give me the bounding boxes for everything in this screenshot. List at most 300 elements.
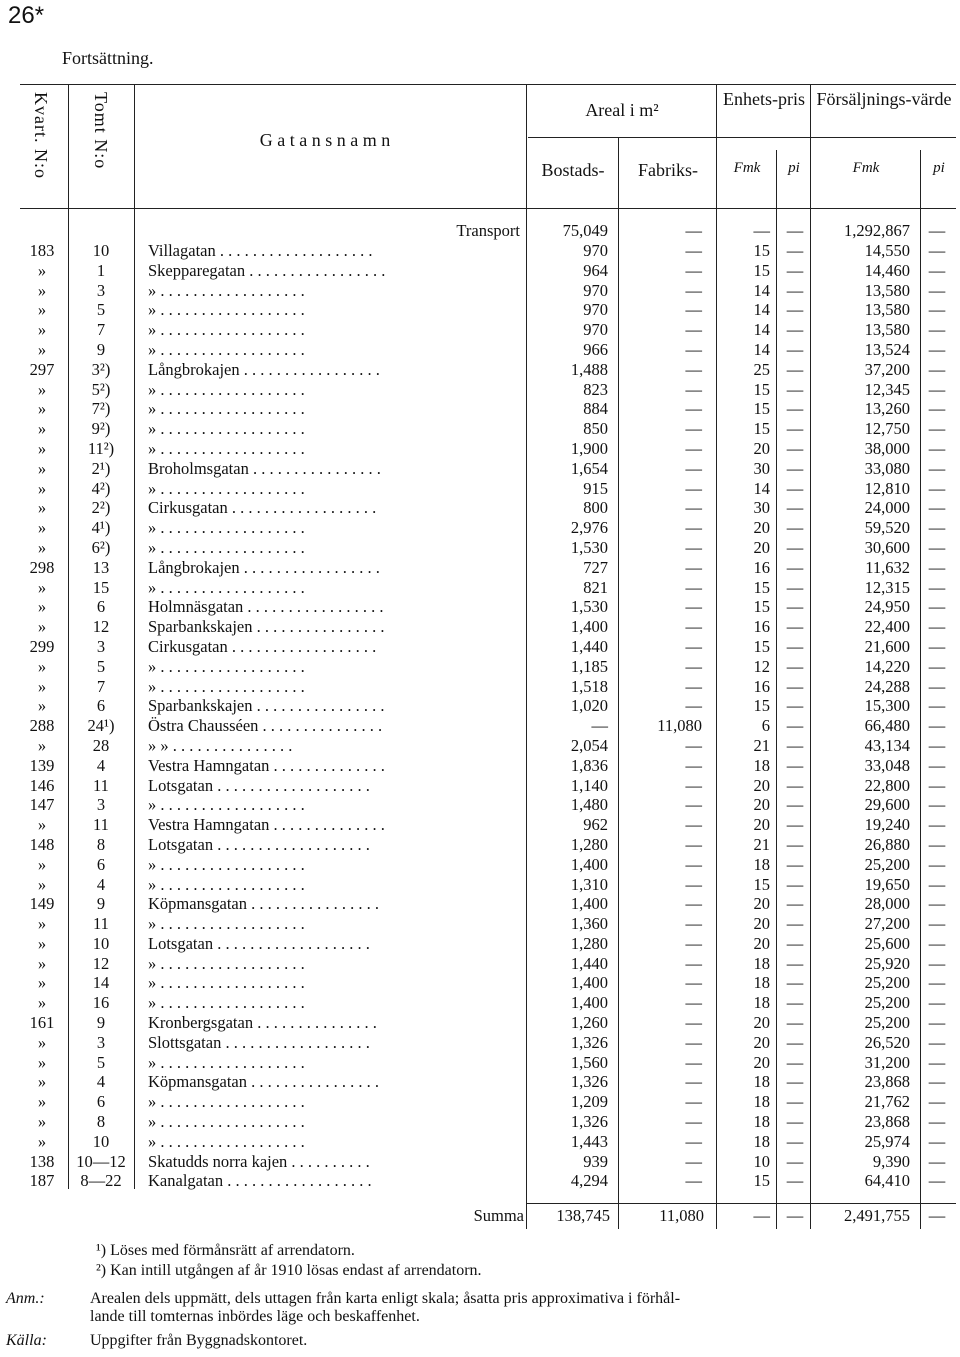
fabriks-cell: — <box>685 775 702 795</box>
bostads-cell: 1,400 <box>570 894 608 914</box>
ore-enhet-cell: — <box>786 636 804 656</box>
fabriks-cell: — <box>685 617 702 637</box>
table-row <box>0 677 960 697</box>
street-name-cell: Lotsgatan . . . . . . . . . . . . . . . . . . . <box>148 933 370 953</box>
summa-varde: 2,491,755 <box>844 1206 910 1225</box>
enhetspris-cell: 20 <box>753 815 770 835</box>
varde-cell: 64,410 <box>864 1171 910 1191</box>
street-name-cell: Slottsgatan . . . . . . . . . . . . . . . . . . <box>148 1032 370 1052</box>
enhetspris-cell: 20 <box>753 1032 770 1052</box>
varde-cell: 13,580 <box>864 300 910 320</box>
bostads-cell: 1,400 <box>570 854 608 874</box>
ore-varde-cell: — <box>928 894 946 914</box>
street-name-cell: Villagatan . . . . . . . . . . . . . . . . . . . <box>148 241 373 260</box>
varde-cell: 26,880 <box>864 834 910 854</box>
table-row <box>0 815 960 835</box>
kvarter-cell: » <box>37 1131 47 1151</box>
fabriks-cell: — <box>685 696 702 716</box>
ore-varde-cell: — <box>928 834 946 854</box>
tomt-cell: 1 <box>96 260 106 280</box>
table-row <box>0 914 960 934</box>
kvarter-cell: 288 <box>29 716 55 736</box>
kvarter-cell: » <box>37 815 47 835</box>
fabriks-cell: — <box>685 577 702 597</box>
tomt-cell: 3 <box>96 795 106 815</box>
ore-enhet-cell: — <box>786 1151 804 1171</box>
tomt-cell: 7 <box>96 676 106 696</box>
varde-cell: 11,632 <box>865 557 910 577</box>
enhetspris-cell: 18 <box>753 854 770 874</box>
ore-varde-cell: — <box>928 399 946 419</box>
ore-enhet-cell: — <box>786 656 804 676</box>
kalla-label: Källa: <box>6 1332 47 1349</box>
bostads-cell: 970 <box>583 320 608 340</box>
varde-cell: 29,600 <box>864 795 910 815</box>
summa-enhet: — <box>753 1206 770 1225</box>
kvarter-cell: » <box>37 280 47 300</box>
varde-cell: 27,200 <box>864 914 910 934</box>
ore-enhet-cell: — <box>786 537 804 557</box>
tomt-cell: 28 <box>92 735 110 755</box>
street-name-cell: » . . . . . . . . . . . . . . . . . . <box>148 914 305 934</box>
tomt-cell: 6 <box>96 1092 106 1112</box>
table-row <box>0 1152 960 1172</box>
ore-enhet-cell: — <box>786 1092 804 1112</box>
fabriks-cell: — <box>685 438 702 458</box>
kvarter-cell: » <box>37 854 47 874</box>
street-name-cell: » . . . . . . . . . . . . . . . . . . <box>148 1092 305 1112</box>
kalla-text: Uppgifter från Byggnadskontoret. <box>90 1332 308 1349</box>
table-row <box>0 281 960 301</box>
kvarter-cell: » <box>37 518 47 538</box>
ore-varde-cell: — <box>928 953 946 973</box>
table-row <box>0 558 960 578</box>
table-row <box>0 696 960 716</box>
ore-varde-cell: — <box>928 1072 946 1092</box>
fabriks-cell: — <box>685 597 702 617</box>
table-row <box>0 261 960 281</box>
table-row <box>0 795 960 815</box>
table-row <box>0 954 960 974</box>
ore-varde-cell: — <box>928 1112 946 1132</box>
enhetspris-cell: 10 <box>753 1151 770 1171</box>
fabriks-cell: — <box>685 933 702 953</box>
kvarter-cell: » <box>37 1072 47 1092</box>
enhetspris-cell: 14 <box>753 339 770 359</box>
ore-varde-cell: — <box>928 458 946 478</box>
header-tomt: Tomt N:o <box>91 92 111 170</box>
ore-enhet-cell: — <box>786 1032 804 1052</box>
tomt-cell: 4 <box>96 1072 106 1092</box>
ore-varde-cell: — <box>928 874 946 894</box>
tomt-cell: 9 <box>96 1013 106 1033</box>
kvarter-cell: » <box>37 399 47 419</box>
street-name-cell: » . . . . . . . . . . . . . . . . . . <box>148 419 305 439</box>
enhetspris-cell: 25 <box>753 359 770 379</box>
street-name-cell: » . . . . . . . . . . . . . . . . . . <box>148 577 305 597</box>
ore-varde-cell: — <box>928 815 946 835</box>
street-name-cell: Lotsgatan . . . . . . . . . . . . . . . . . . . <box>148 775 370 795</box>
anm-label: Anm.: <box>6 1290 45 1307</box>
kvarter-cell: » <box>37 696 47 716</box>
fabriks-cell: — <box>685 399 702 419</box>
bostads-cell: 1,310 <box>570 874 608 894</box>
street-name-cell: Cirkusgatan . . . . . . . . . . . . . . . . . . <box>148 636 377 656</box>
street-name-cell: Östra Chausséen . . . . . . . . . . . . . . . <box>148 716 383 736</box>
fabriks-cell: — <box>685 973 702 993</box>
ore-enhet-cell: — <box>786 993 804 1013</box>
fabriks-cell: — <box>685 280 702 300</box>
varde-cell: 25,200 <box>864 854 910 874</box>
table-row <box>0 360 960 380</box>
kvarter-cell: » <box>37 577 47 597</box>
tomt-cell: 2²) <box>91 498 111 518</box>
ore-varde-cell: — <box>928 577 946 597</box>
ore-enhet-cell: — <box>786 478 804 498</box>
kvarter-cell: 149 <box>29 894 55 914</box>
enhetspris-cell: 12 <box>753 656 770 676</box>
ore-enhet-cell: — <box>786 815 804 835</box>
table-row <box>0 597 960 617</box>
tomt-cell: 5 <box>96 656 106 676</box>
bostads-cell: — <box>591 716 608 736</box>
enhetspris-cell: 15 <box>753 379 770 399</box>
varde-cell: 14,220 <box>864 656 910 676</box>
bostads-cell: 2,976 <box>570 518 608 538</box>
bostads-cell: 915 <box>583 478 608 498</box>
bostads-cell: 1,900 <box>570 438 608 458</box>
table-row <box>0 934 960 954</box>
bostads-cell: 1,209 <box>570 1092 608 1112</box>
ore-enhet-cell: — <box>786 359 804 379</box>
fabriks-cell: — <box>685 241 702 260</box>
kvarter-cell: » <box>37 1052 47 1072</box>
table-row <box>0 1132 960 1152</box>
header-fabriks: Fabriks- <box>638 160 698 180</box>
tomt-cell: 3 <box>96 636 106 656</box>
ore-enhet-cell: — <box>786 280 804 300</box>
tomt-cell: 11 <box>93 914 109 934</box>
ore-enhet-cell: — <box>786 518 804 538</box>
ore-enhet-cell: — <box>786 735 804 755</box>
fabriks-cell: 11,080 <box>657 716 702 736</box>
tomt-cell: 5 <box>96 300 106 320</box>
enhetspris-cell: 15 <box>753 577 770 597</box>
transport-ore2: — <box>928 221 946 240</box>
summa-ore2: — <box>928 1206 946 1225</box>
tomt-cell: 6 <box>96 696 106 716</box>
varde-cell: 22,800 <box>864 775 910 795</box>
tomt-cell: 15 <box>92 577 110 597</box>
tomt-cell: 11 <box>93 775 109 795</box>
ore-varde-cell: — <box>928 300 946 320</box>
enhetspris-cell: 18 <box>753 755 770 775</box>
street-name-cell: Kanalgatan . . . . . . . . . . . . . . . . . . <box>148 1171 372 1191</box>
tomt-cell: 4 <box>96 874 106 894</box>
ore-enhet-cell: — <box>786 339 804 359</box>
bostads-cell: 1,280 <box>570 834 608 854</box>
bostads-cell: 970 <box>583 280 608 300</box>
varde-cell: 24,288 <box>864 676 910 696</box>
table-row <box>0 1072 960 1092</box>
ore-enhet-cell: — <box>786 557 804 577</box>
kvarter-cell: » <box>37 1032 47 1052</box>
table-row <box>0 756 960 776</box>
fabriks-cell: — <box>685 1151 702 1171</box>
varde-cell: 25,200 <box>864 993 910 1013</box>
summa-bostads: 138,745 <box>556 1206 610 1225</box>
fabriks-cell: — <box>685 874 702 894</box>
bostads-cell: 964 <box>583 260 608 280</box>
table-top-rule <box>20 84 956 85</box>
enhetspris-cell: 14 <box>753 300 770 320</box>
ore-enhet-cell: — <box>786 260 804 280</box>
summa-row <box>0 1205 960 1227</box>
tomt-cell: 6 <box>96 597 106 617</box>
header-fmk-enhet: Fmk <box>733 160 761 176</box>
table-row <box>0 736 960 756</box>
tomt-cell: 3²) <box>91 359 111 379</box>
bostads-cell: 1,440 <box>570 636 608 656</box>
enhetspris-cell: 20 <box>753 775 770 795</box>
ore-enhet-cell: — <box>786 1131 804 1151</box>
table-row <box>0 419 960 439</box>
ore-enhet-cell: — <box>786 834 804 854</box>
fabriks-cell: — <box>685 359 702 379</box>
varde-cell: 24,000 <box>864 498 910 518</box>
enhetspris-cell: 15 <box>753 399 770 419</box>
tomt-cell: 2¹) <box>91 458 111 478</box>
enhetspris-cell: 15 <box>753 597 770 617</box>
enhetspris-cell: 18 <box>753 973 770 993</box>
kvarter-cell: » <box>37 419 47 439</box>
kvarter-cell: 299 <box>29 636 55 656</box>
ore-enhet-cell: — <box>786 973 804 993</box>
enhetspris-cell: 21 <box>753 834 770 854</box>
fabriks-cell: — <box>685 260 702 280</box>
tomt-cell: 14 <box>92 973 110 993</box>
ore-enhet-cell: — <box>786 696 804 716</box>
kvarter-cell: » <box>37 300 47 320</box>
ore-enhet-cell: — <box>786 933 804 953</box>
bostads-cell: 1,185 <box>570 656 608 676</box>
bostads-cell: 1,326 <box>570 1072 608 1092</box>
kvarter-cell: » <box>37 617 47 637</box>
table-row <box>0 538 960 558</box>
tomt-cell: 8 <box>96 834 106 854</box>
summa-fabriks: 11,080 <box>659 1206 704 1225</box>
bostads-cell: 1,518 <box>570 676 608 696</box>
enhetspris-cell: 20 <box>753 933 770 953</box>
table-row <box>0 459 960 479</box>
bostads-cell: 2,054 <box>570 735 608 755</box>
ore-enhet-cell: — <box>786 419 804 439</box>
ore-varde-cell: — <box>928 914 946 934</box>
enhetspris-cell: 18 <box>753 953 770 973</box>
header-kvarter: Kvart. N:o <box>31 92 51 179</box>
enhetspris-cell: 18 <box>753 1131 770 1151</box>
street-name-cell: » . . . . . . . . . . . . . . . . . . <box>148 1131 305 1151</box>
ore-varde-cell: — <box>928 676 946 696</box>
kvarter-cell: » <box>37 438 47 458</box>
enhetspris-cell: 6 <box>761 716 770 736</box>
tomt-cell: 5 <box>96 1052 106 1072</box>
ore-enhet-cell: — <box>786 241 804 260</box>
ore-varde-cell: — <box>928 518 946 538</box>
enhetspris-cell: 15 <box>753 260 770 280</box>
bostads-cell: 1,530 <box>570 597 608 617</box>
enhetspris-cell: 16 <box>753 676 770 696</box>
enhetspris-cell: 18 <box>753 1072 770 1092</box>
enhetspris-cell: 20 <box>753 1013 770 1033</box>
bostads-cell: 966 <box>583 339 608 359</box>
kvarter-cell: » <box>37 478 47 498</box>
ore-varde-cell: — <box>928 775 946 795</box>
bostads-cell: 1,654 <box>570 458 608 478</box>
ore-varde-cell: — <box>928 339 946 359</box>
varde-cell: 13,580 <box>864 280 910 300</box>
varde-cell: 13,524 <box>864 339 910 359</box>
street-name-cell: » . . . . . . . . . . . . . . . . . . <box>148 953 305 973</box>
fabriks-cell: — <box>685 1131 702 1151</box>
enhetspris-cell: 18 <box>753 993 770 1013</box>
ore-varde-cell: — <box>928 280 946 300</box>
ore-enhet-cell: — <box>786 953 804 973</box>
fabriks-cell: — <box>685 854 702 874</box>
tomt-cell: 7²) <box>91 399 111 419</box>
enhetspris-cell: 20 <box>753 438 770 458</box>
varde-cell: 12,315 <box>864 577 910 597</box>
table-row <box>0 617 960 637</box>
varde-cell: 19,240 <box>864 815 910 835</box>
fabriks-cell: — <box>685 478 702 498</box>
ore-varde-cell: — <box>928 636 946 656</box>
kvarter-cell: » <box>37 874 47 894</box>
fabriks-cell: — <box>685 914 702 934</box>
ore-varde-cell: — <box>928 498 946 518</box>
header-pi-varde: pi <box>933 160 945 176</box>
ore-enhet-cell: — <box>786 874 804 894</box>
fabriks-cell: — <box>685 300 702 320</box>
table-row <box>0 1033 960 1053</box>
ore-varde-cell: — <box>928 735 946 755</box>
street-name-cell: » » . . . . . . . . . . . . . . . <box>148 735 293 755</box>
ore-varde-cell: — <box>928 696 946 716</box>
kvarter-cell: 139 <box>29 755 55 775</box>
fabriks-cell: — <box>685 755 702 775</box>
kvarter-cell: » <box>37 597 47 617</box>
fabriks-cell: — <box>685 1171 702 1191</box>
bostads-cell: 1,400 <box>570 973 608 993</box>
varde-cell: 25,600 <box>864 933 910 953</box>
kvarter-cell: » <box>37 914 47 934</box>
street-name-cell: Långbrokajen . . . . . . . . . . . . . . . . . <box>148 359 380 379</box>
enhetspris-cell: 18 <box>753 1092 770 1112</box>
bostads-cell: 1,836 <box>570 755 608 775</box>
kvarter-cell: 183 <box>29 241 55 260</box>
street-name-cell: Vestra Hamngatan . . . . . . . . . . . . . . <box>148 815 385 835</box>
table-row <box>0 1092 960 1112</box>
varde-cell: 13,580 <box>864 320 910 340</box>
table-body <box>0 241 960 1191</box>
street-name-cell: Köpmansgatan . . . . . . . . . . . . . . . . <box>148 1072 379 1092</box>
tomt-cell: 16 <box>92 993 110 1013</box>
header-bottom-rule <box>20 208 956 209</box>
ore-varde-cell: — <box>928 755 946 775</box>
ore-enhet-cell: — <box>786 438 804 458</box>
table-row <box>0 380 960 400</box>
table-row <box>0 973 960 993</box>
varde-cell: 25,974 <box>864 1131 910 1151</box>
tomt-cell: 4¹) <box>91 518 111 538</box>
ore-varde-cell: — <box>928 260 946 280</box>
street-name-cell: » . . . . . . . . . . . . . . . . . . <box>148 339 305 359</box>
bostads-cell: 1,360 <box>570 914 608 934</box>
kvarter-cell: » <box>37 320 47 340</box>
street-name-cell: Holmnäsgatan . . . . . . . . . . . . . . . . . <box>148 597 384 617</box>
fabriks-cell: — <box>685 458 702 478</box>
varde-cell: 28,000 <box>864 894 910 914</box>
fabriks-cell: — <box>685 1072 702 1092</box>
fabriks-cell: — <box>685 636 702 656</box>
tomt-cell: 10—12 <box>76 1151 126 1171</box>
bostads-cell: 970 <box>583 241 608 260</box>
street-name-cell: » . . . . . . . . . . . . . . . . . . <box>148 795 305 815</box>
enhetspris-cell: 20 <box>753 894 770 914</box>
fabriks-cell: — <box>685 498 702 518</box>
kvarter-cell: » <box>37 973 47 993</box>
street-name-cell: » . . . . . . . . . . . . . . . . . . <box>148 656 305 676</box>
tomt-cell: 12 <box>92 617 110 637</box>
kvarter-cell: » <box>37 379 47 399</box>
table-row <box>0 479 960 499</box>
ore-enhet-cell: — <box>786 399 804 419</box>
enhetspris-cell: 30 <box>753 458 770 478</box>
table-row <box>0 241 960 261</box>
tomt-cell: 3 <box>96 280 106 300</box>
bostads-cell: 800 <box>583 498 608 518</box>
fabriks-cell: — <box>685 1052 702 1072</box>
footnote-2: ²) Kan intill utgången af år 1910 lösas endast af arrendatorn. <box>96 1262 482 1279</box>
fabriks-cell: — <box>685 676 702 696</box>
tomt-cell: 12 <box>92 953 110 973</box>
bostads-cell: 970 <box>583 300 608 320</box>
varde-cell: 23,868 <box>864 1072 910 1092</box>
fabriks-cell: — <box>685 339 702 359</box>
ore-enhet-cell: — <box>786 755 804 775</box>
varde-cell: 23,868 <box>864 1112 910 1132</box>
fabriks-cell: — <box>685 894 702 914</box>
summa-label: Summa <box>473 1206 524 1225</box>
varde-cell: 26,520 <box>864 1032 910 1052</box>
header-enhetspris: Enhets-pris <box>723 89 805 109</box>
bostads-cell: 884 <box>583 399 608 419</box>
bostads-cell: 1,440 <box>570 953 608 973</box>
ore-varde-cell: — <box>928 993 946 1013</box>
varde-cell: 12,810 <box>864 478 910 498</box>
kvarter-cell: » <box>37 260 47 280</box>
ore-enhet-cell: — <box>786 775 804 795</box>
tomt-cell: 9²) <box>91 419 111 439</box>
transport-varde: 1,292,867 <box>844 221 910 240</box>
varde-cell: 25,200 <box>864 1013 910 1033</box>
bostads-cell: 1,480 <box>570 795 608 815</box>
fabriks-cell: — <box>685 656 702 676</box>
varde-cell: 38,000 <box>864 438 910 458</box>
enhetspris-cell: 18 <box>753 1112 770 1132</box>
varde-cell: 33,048 <box>864 755 910 775</box>
page-number: 26* <box>8 2 45 29</box>
